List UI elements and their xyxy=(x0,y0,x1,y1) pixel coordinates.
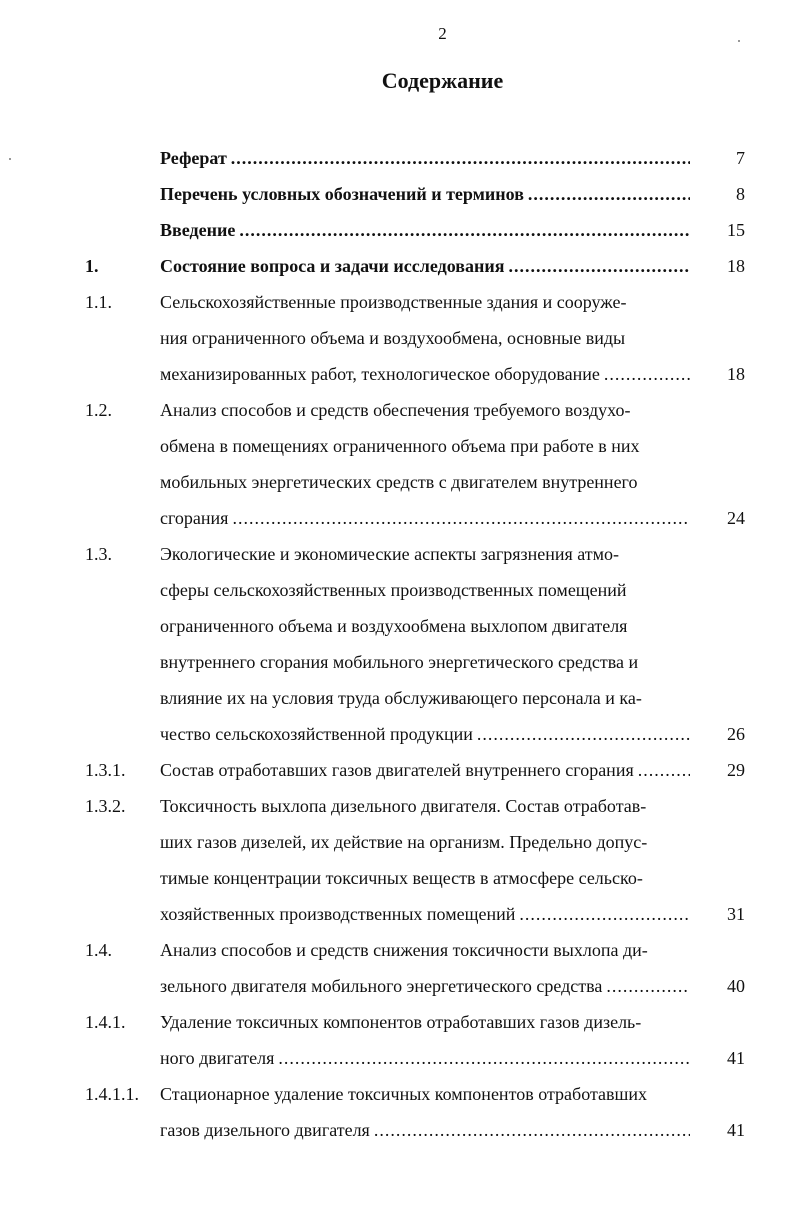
toc-entry-page: 41 xyxy=(727,1120,745,1140)
leader-dots xyxy=(638,752,690,788)
toc-entry-line: обмена в помещениях ограниченного объема при работе в них xyxy=(160,436,640,456)
toc-entry-page: 8 xyxy=(736,184,745,204)
toc-entry-line: Перечень условных обозначений и терминов xyxy=(160,184,524,204)
leader-dots xyxy=(604,356,690,392)
leader-dots xyxy=(508,248,690,284)
toc-entry-title xyxy=(160,248,690,284)
toc-entry-page: 29 xyxy=(727,760,745,780)
table-of-contents xyxy=(85,140,745,1148)
toc-entry-number: 1.4. xyxy=(85,940,112,960)
toc-entry-page: 26 xyxy=(727,724,745,744)
toc-entry-line: механизированных работ, технологическое оборудование xyxy=(160,364,600,384)
toc-entry-line: ограниченного объема и воздухообмена выхлопом двигателя xyxy=(160,616,628,636)
leader-dots xyxy=(231,140,690,176)
toc-entry-title xyxy=(160,1076,690,1148)
toc-entry-title xyxy=(160,932,690,1004)
toc-entry-number: 1.3.2. xyxy=(85,796,126,816)
toc-entry xyxy=(85,788,745,932)
toc-entry-line: сгорания xyxy=(160,508,229,528)
toc-entry-line: Введение xyxy=(160,220,236,240)
toc-entry-page: 7 xyxy=(736,148,745,168)
leader-dots xyxy=(519,896,690,932)
toc-entry-line: Экологические и экономические аспекты загрязнения атмо- xyxy=(160,544,620,564)
toc-entry-line: внутреннего сгорания мобильного энергетического средства и xyxy=(160,652,639,672)
toc-entry-number: 1.4.1. xyxy=(85,1012,126,1032)
leader-dots xyxy=(477,716,690,752)
toc-entry-number: 1.1. xyxy=(85,292,112,312)
toc-entry-line: газов дизельного двигателя xyxy=(160,1120,370,1140)
toc-entry xyxy=(85,392,745,536)
toc-entry-title xyxy=(160,176,690,212)
toc-entry xyxy=(85,212,745,248)
toc-entry-number: 1.2. xyxy=(85,400,112,420)
toc-entry-title xyxy=(160,788,690,932)
leader-dots xyxy=(374,1112,690,1148)
toc-entry-title xyxy=(160,392,690,536)
toc-entry xyxy=(85,176,745,212)
toc-entry xyxy=(85,932,745,1004)
toc-entry-number: 1.3.1. xyxy=(85,760,126,780)
toc-entry xyxy=(85,140,745,176)
leader-dots xyxy=(528,176,690,212)
toc-entry-line: сферы сельскохозяйственных производственных помещений xyxy=(160,580,627,600)
toc-entry-page: 31 xyxy=(727,904,745,924)
toc-entry-line: Удаление токсичных компонентов отработавших газов дизель- xyxy=(160,1012,642,1032)
toc-entry-number: 1.3. xyxy=(85,544,112,564)
toc-entry-page: 41 xyxy=(727,1048,745,1068)
toc-entry-line: Токсичность выхлопа дизельного двигателя. Состав отработав- xyxy=(160,796,647,816)
toc-entry-line: Анализ способов и средств обеспечения требуемого воздухо- xyxy=(160,400,631,420)
leader-dots xyxy=(239,212,690,248)
scan-speck xyxy=(9,158,11,160)
toc-entry-line: Сельскохозяйственные производственные здания и сооруже- xyxy=(160,292,627,312)
toc-entry-line: зельного двигателя мобильного энергетического средства xyxy=(160,976,603,996)
toc-entry-title xyxy=(160,212,690,248)
toc-entry xyxy=(85,248,745,284)
toc-entry-title xyxy=(160,284,690,392)
toc-entry xyxy=(85,284,745,392)
toc-entry-line: чество сельскохозяйственной продукции xyxy=(160,724,473,744)
toc-entry xyxy=(85,1004,745,1076)
toc-entry-line: ших газов дизелей, их действие на организм. Предельно допус- xyxy=(160,832,648,852)
toc-entry-title xyxy=(160,1004,690,1076)
toc-entry-title xyxy=(160,140,690,176)
toc-entry-line: Состав отработавших газов двигателей внутреннего сгорания xyxy=(160,760,634,780)
toc-entry-line: тимые концентрации токсичных веществ в атмосфере сельско- xyxy=(160,868,643,888)
toc-entry-page: 18 xyxy=(727,364,745,384)
toc-entry-line: Состояние вопроса и задачи исследования xyxy=(160,256,505,276)
toc-entry xyxy=(85,536,745,752)
toc-entry-line: Анализ способов и средств снижения токсичности выхлопа ди- xyxy=(160,940,648,960)
toc-entry-number: 1. xyxy=(85,256,99,276)
toc-entry-page: 15 xyxy=(727,220,745,240)
leader-dots xyxy=(606,968,690,1004)
toc-entry-line: Реферат xyxy=(160,148,227,168)
toc-entry-line: влияние их на условия труда обслуживающего персонала и ка- xyxy=(160,688,642,708)
toc-entry-page: 40 xyxy=(727,976,745,996)
toc-entry-page: 24 xyxy=(727,508,745,528)
toc-entry-line: Стационарное удаление токсичных компонентов отработавших xyxy=(160,1084,648,1104)
page-number: 2 xyxy=(438,24,447,43)
toc-entry-title xyxy=(160,752,690,788)
toc-entry-page: 18 xyxy=(727,256,745,276)
page-title: Содержание xyxy=(381,68,504,93)
toc-entry-number: 1.4.1.1. xyxy=(85,1084,139,1104)
toc-entry xyxy=(85,1076,745,1148)
leader-dots xyxy=(278,1040,690,1076)
toc-entry-line: ного двигателя xyxy=(160,1048,275,1068)
toc-entry-title xyxy=(160,536,690,752)
toc-entry-line: мобильных энергетических средств с двигателем внутреннего xyxy=(160,472,638,492)
toc-entry-line: ния ограниченного объема и воздухообмена, основные виды xyxy=(160,328,626,348)
scan-speck xyxy=(738,40,740,42)
leader-dots xyxy=(232,500,690,536)
toc-entry xyxy=(85,752,745,788)
toc-entry-line: хозяйственных производственных помещений xyxy=(160,904,516,924)
